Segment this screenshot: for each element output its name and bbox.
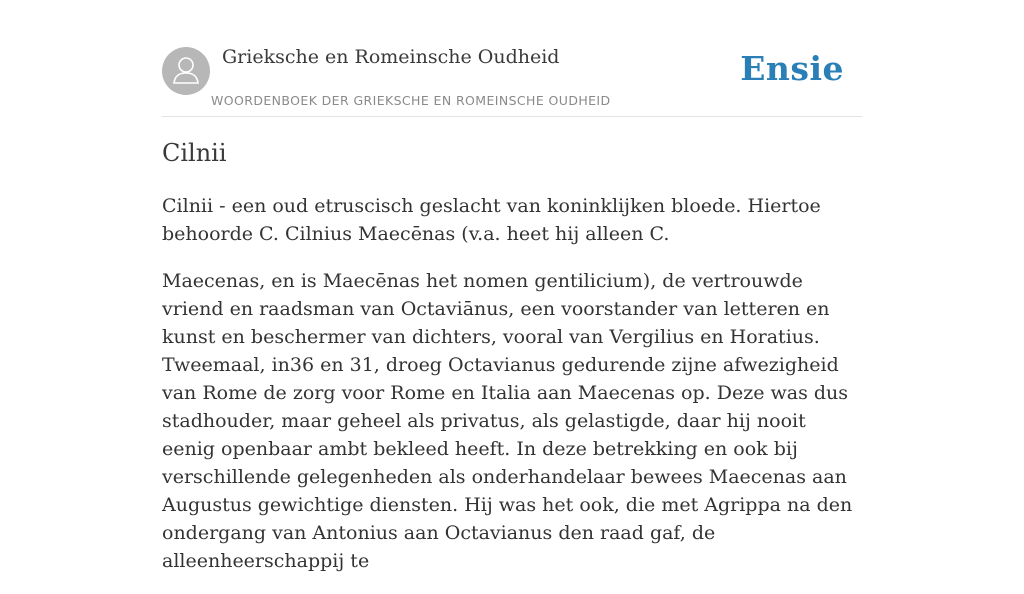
article-paragraph: Maecenas, en is Maecēnas het nomen gentilicium), de vertrouwde vriend en raadsman van Octaviānus, een voorstander van letteren en kunst en beschermer van dichters, vooral van Vergilius en Horatius. Tweemaal, in36 en 31, droeg Octavianus gedurende zijne afwezigheid van Rome de zorg voor Rome en Italia aan Maecenas op. Deze was dus stadhouder, maar geheel als privatus, als gelastigde, daar hij nooit eenig openbaar ambt bekleed heeft. In deze betrekking en ook bij verschillende gelegenheden als onderhandelaar bewees Maecenas aan Augustus gewichtige diensten. Hij was het ook, die met Agrippa na den ondergang van Antonius aan Octavianus den raad gaf, de alleenheerschappij te — [162, 270, 853, 572]
page-container — [162, 0, 862, 572]
page-header — [162, 0, 862, 117]
article-paragraph: Cilnii - een oud etruscisch geslacht van koninklijken bloede. Hiertoe behoorde C. Cilnius Maecēnas (v.a. heet hij alleen C. — [162, 195, 821, 245]
dictionary-subtitle[interactable]: WOORDENBOEK DER GRIEKSCHE EN ROMEINSCHE OUDHEID — [211, 93, 611, 108]
article-title: Cilnii — [162, 139, 227, 167]
ensie-logo[interactable]: Ensie — [740, 49, 844, 88]
avatar-user-icon[interactable] — [162, 47, 210, 95]
article-body — [162, 192, 862, 594]
dictionary-title[interactable]: Grieksche en Romeinsche Oudheid — [222, 46, 560, 68]
